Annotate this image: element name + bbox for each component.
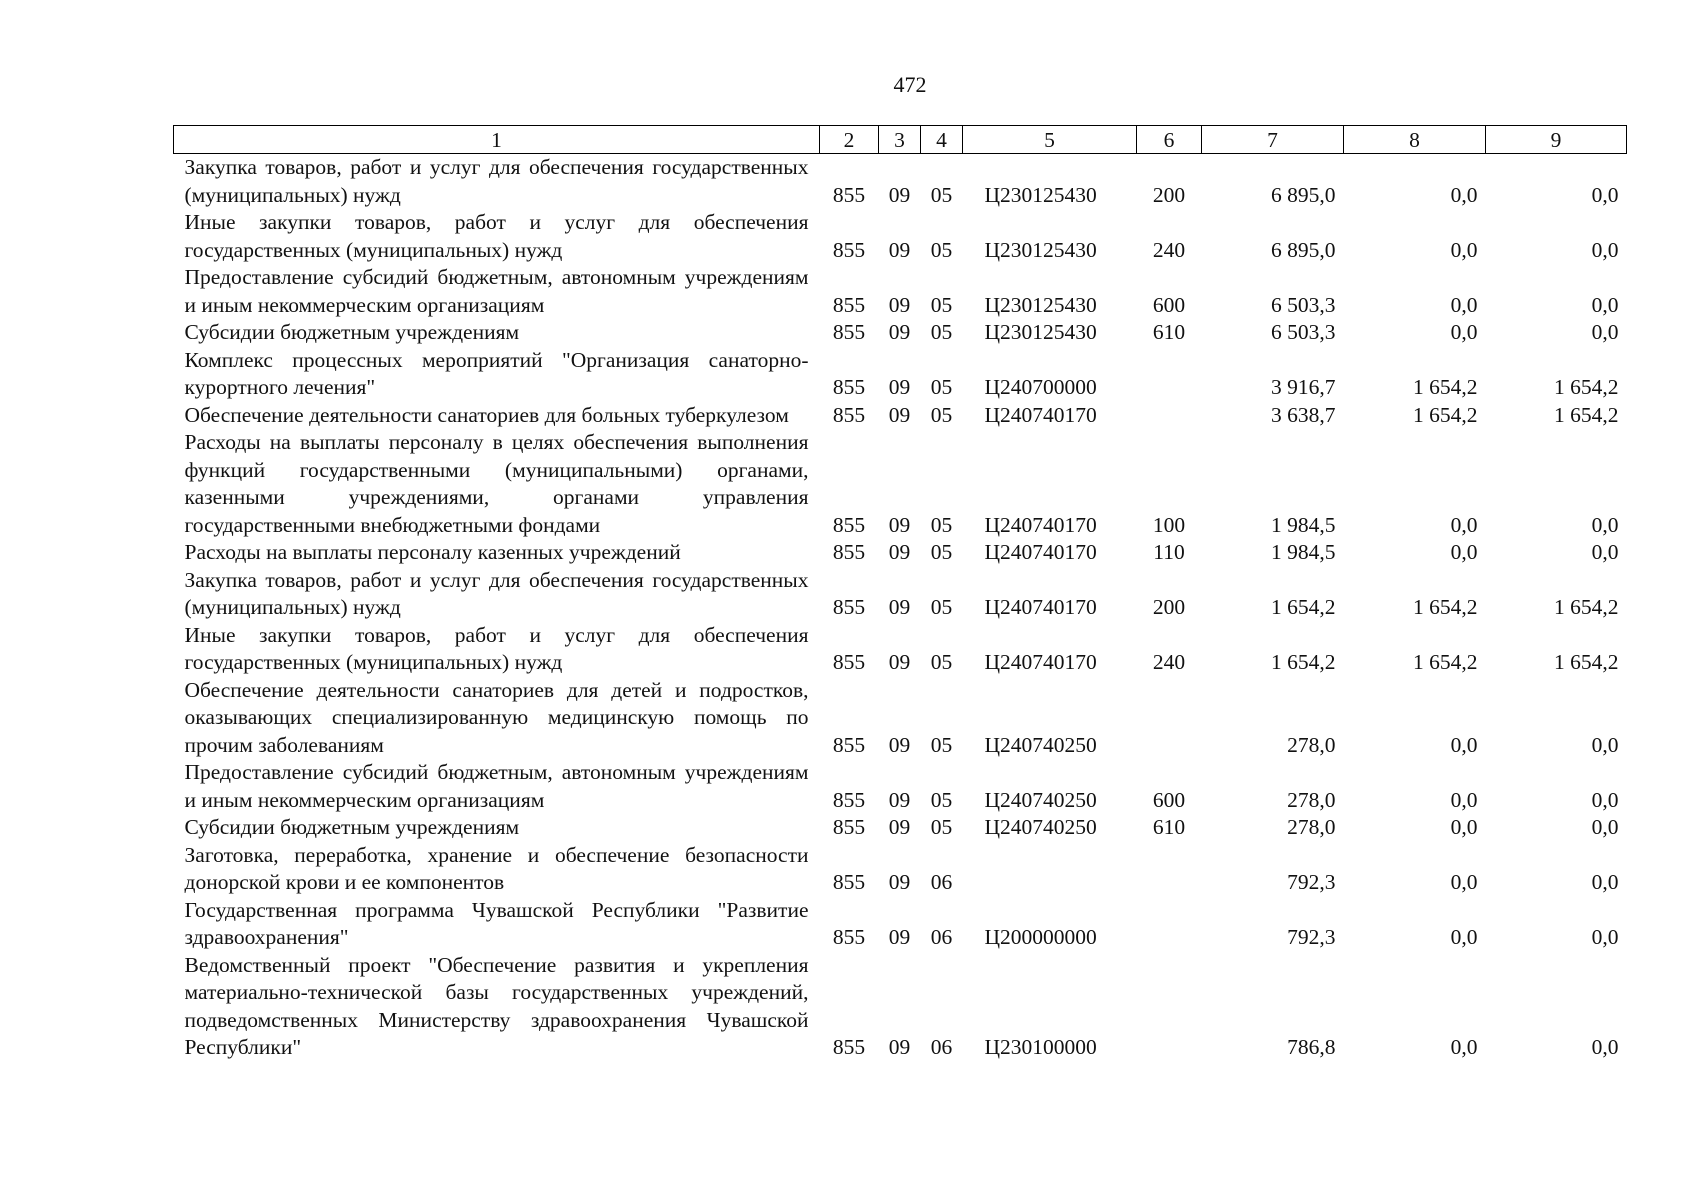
table-row <box>174 319 1627 347</box>
row-name-cell: Обеспечение деятельности санаториев для детей и подростков, оказывающих специализированную медицинскую помощь по прочим заболеваниям <box>184 677 809 757</box>
amount-year-3-cell: 0,0 <box>1591 540 1619 564</box>
amount-year-2-cell: 0,0 <box>1450 320 1478 344</box>
amount-year-1-cell: 278,0 <box>1287 787 1336 812</box>
expense-type-cell <box>1137 897 1202 952</box>
amount-year-1-cell: 6 895,0 <box>1271 237 1336 262</box>
expense-type-cell <box>1137 842 1202 897</box>
ved-code-cell: 855 <box>832 1035 866 1059</box>
table-row <box>174 814 1627 842</box>
amount-year-1-cell: 6 895,0 <box>1271 182 1336 207</box>
target-article-cell: Ц240740170 <box>984 650 1097 674</box>
expense-type-cell: 600 <box>1152 787 1186 812</box>
subsection-code-cell: 05 <box>930 650 953 674</box>
column-header-6: 6 <box>1137 126 1202 154</box>
subsection-code-cell: 05 <box>930 732 953 757</box>
subsection-code-cell: 05 <box>930 182 953 207</box>
subsection-code-cell: 05 <box>930 595 953 619</box>
ved-code-cell: 855 <box>832 402 866 427</box>
expense-type-cell: 610 <box>1152 320 1186 344</box>
target-article-cell: Ц230125430 <box>984 237 1097 262</box>
amount-year-1-cell: 278,0 <box>1287 815 1336 839</box>
amount-year-1-cell: 786,8 <box>1287 1035 1336 1059</box>
row-name-cell: Субсидии бюджетным учреждениям <box>184 320 520 344</box>
amount-year-2-cell: 0,0 <box>1450 512 1478 537</box>
ved-code-cell: 855 <box>832 375 866 399</box>
row-name-cell: Заготовка, переработка, хранение и обеспечение безопасности донорской крови и ее компонентов <box>184 842 809 894</box>
section-code-cell: 09 <box>888 512 911 537</box>
target-article-cell: Ц240740250 <box>984 732 1097 757</box>
amount-year-3-cell: 1 654,2 <box>1554 375 1619 399</box>
row-name-cell: Закупка товаров, работ и услуг для обеспечения государственных (муниципальных) нужд <box>184 567 809 619</box>
section-code-cell: 09 <box>888 237 911 262</box>
amount-year-1-cell: 6 503,3 <box>1271 320 1336 344</box>
row-name-cell: Иные закупки товаров, работ и услуг для обеспечения государственных (муниципальных) нужд <box>184 622 809 674</box>
subsection-code-cell: 05 <box>930 237 953 262</box>
ved-code-cell: 855 <box>832 815 866 839</box>
section-code-cell: 09 <box>888 292 911 317</box>
target-article-cell <box>963 842 1137 897</box>
section-code-cell: 09 <box>888 540 911 564</box>
ved-code-cell: 855 <box>832 650 866 674</box>
target-article-cell: Ц230125430 <box>984 292 1097 317</box>
amount-year-3-cell: 1 654,2 <box>1554 650 1619 674</box>
table-body <box>174 154 1627 1062</box>
ved-code-cell: 855 <box>832 182 866 207</box>
target-article-cell: Ц240740250 <box>984 787 1097 812</box>
row-name-cell: Иные закупки товаров, работ и услуг для обеспечения государственных (муниципальных) нужд <box>184 210 809 262</box>
amount-year-3-cell: 1 654,2 <box>1554 595 1619 619</box>
table-row <box>174 897 1627 952</box>
amount-year-2-cell: 1 654,2 <box>1413 375 1478 399</box>
target-article-cell: Ц200000000 <box>984 925 1097 949</box>
table-row <box>174 622 1627 677</box>
amount-year-2-cell: 0,0 <box>1450 870 1478 894</box>
section-code-cell: 09 <box>888 870 911 894</box>
amount-year-1-cell: 1 654,2 <box>1271 650 1336 674</box>
subsection-code-cell: 06 <box>930 1035 953 1059</box>
amount-year-3-cell: 0,0 <box>1591 292 1619 317</box>
subsection-code-cell: 06 <box>930 870 953 894</box>
section-code-cell: 09 <box>888 402 911 427</box>
target-article-cell: Ц230125430 <box>984 182 1097 207</box>
amount-year-2-cell: 1 654,2 <box>1413 595 1478 619</box>
table-row <box>174 209 1627 264</box>
expense-type-cell <box>1137 677 1202 760</box>
header-row <box>174 126 1627 154</box>
ved-code-cell: 855 <box>832 732 866 757</box>
section-code-cell: 09 <box>888 815 911 839</box>
ved-code-cell: 855 <box>832 870 866 894</box>
expense-type-cell: 200 <box>1152 182 1186 207</box>
table-row <box>174 402 1627 430</box>
table-row <box>174 567 1627 622</box>
amount-year-3-cell: 0,0 <box>1591 870 1619 894</box>
table-row <box>174 759 1627 814</box>
amount-year-3-cell: 0,0 <box>1591 815 1619 839</box>
target-article-cell: Ц240740170 <box>984 540 1097 564</box>
target-article-cell: Ц240700000 <box>984 375 1097 399</box>
column-header-9: 9 <box>1486 126 1627 154</box>
section-code-cell: 09 <box>888 787 911 812</box>
amount-year-2-cell: 1 654,2 <box>1413 402 1478 427</box>
expense-type-cell: 200 <box>1152 595 1186 619</box>
amount-year-3-cell: 0,0 <box>1591 925 1619 949</box>
subsection-code-cell: 05 <box>930 512 953 537</box>
row-name-cell: Закупка товаров, работ и услуг для обеспечения государственных (муниципальных) нужд <box>184 155 809 207</box>
table-row <box>174 264 1627 319</box>
row-name-cell: Предоставление субсидий бюджетным, автономным учреждениям и иным некоммерческим организациям <box>184 265 809 317</box>
target-article-cell: Ц240740170 <box>984 402 1097 427</box>
section-code-cell: 09 <box>888 595 911 619</box>
amount-year-3-cell: 1 654,2 <box>1554 402 1619 427</box>
amount-year-1-cell: 1 984,5 <box>1271 540 1336 564</box>
expense-type-cell: 610 <box>1152 815 1186 839</box>
row-name-cell: Ведомственный проект "Обеспечение развития и укрепления материально-технической базы государственных учреждений, подведомственных Министерству здравоохранения Чувашской Республики" <box>184 952 809 1059</box>
amount-year-2-cell: 0,0 <box>1450 787 1478 812</box>
expense-type-cell: 240 <box>1152 237 1186 262</box>
amount-year-3-cell: 0,0 <box>1591 512 1619 537</box>
row-name-cell: Предоставление субсидий бюджетным, автономным учреждениям и иным некоммерческим организациям <box>184 760 809 812</box>
amount-year-2-cell: 0,0 <box>1450 815 1478 839</box>
amount-year-1-cell: 3 638,7 <box>1271 402 1336 427</box>
table-row <box>174 677 1627 760</box>
row-name-cell: Субсидии бюджетным учреждениям <box>184 815 520 839</box>
expense-type-cell <box>1137 402 1202 430</box>
subsection-code-cell: 05 <box>930 540 953 564</box>
amount-year-2-cell: 0,0 <box>1450 540 1478 564</box>
target-article-cell: Ц240740250 <box>984 815 1097 839</box>
subsection-code-cell: 05 <box>930 320 953 344</box>
target-article-cell: Ц240740170 <box>984 512 1097 537</box>
amount-year-3-cell: 0,0 <box>1591 732 1619 757</box>
amount-year-3-cell: 0,0 <box>1591 182 1619 207</box>
amount-year-1-cell: 792,3 <box>1287 870 1336 894</box>
expense-type-cell: 240 <box>1152 650 1186 674</box>
amount-year-1-cell: 1 984,5 <box>1271 512 1336 537</box>
amount-year-3-cell: 0,0 <box>1591 1035 1619 1059</box>
ved-code-cell: 855 <box>832 292 866 317</box>
section-code-cell: 09 <box>888 732 911 757</box>
row-name-cell: Расходы на выплаты персоналу казенных учреждений <box>184 540 681 564</box>
column-header-5: 5 <box>963 126 1137 154</box>
amount-year-2-cell: 0,0 <box>1450 732 1478 757</box>
row-name-cell: Обеспечение деятельности санаториев для больных туберкулезом <box>184 402 789 427</box>
ved-code-cell: 855 <box>832 237 866 262</box>
amount-year-2-cell: 0,0 <box>1450 1035 1478 1059</box>
amount-year-1-cell: 278,0 <box>1287 732 1336 757</box>
expense-type-cell <box>1137 952 1202 1062</box>
row-name-cell: Расходы на выплаты персоналу в целях обеспечения выполнения функций государственными (муниципальными) органами, казенными учреждениями, органами управления государственными внебюджетными фондами <box>184 430 809 537</box>
ved-code-cell: 855 <box>832 925 866 949</box>
section-code-cell: 09 <box>888 182 911 207</box>
table-row <box>174 429 1627 539</box>
table-header <box>174 126 1627 154</box>
table-row <box>174 952 1627 1062</box>
target-article-cell: Ц230100000 <box>984 1035 1097 1059</box>
amount-year-3-cell: 0,0 <box>1591 237 1619 262</box>
ved-code-cell: 855 <box>832 512 866 537</box>
row-name-cell: Государственная программа Чувашской Республики "Развитие здравоохранения" <box>184 897 809 949</box>
section-code-cell: 09 <box>888 1035 911 1059</box>
section-code-cell: 09 <box>888 925 911 949</box>
amount-year-1-cell: 1 654,2 <box>1271 595 1336 619</box>
amount-year-2-cell: 0,0 <box>1450 292 1478 317</box>
amount-year-2-cell: 1 654,2 <box>1413 650 1478 674</box>
column-header-7: 7 <box>1202 126 1344 154</box>
amount-year-3-cell: 0,0 <box>1591 787 1619 812</box>
amount-year-3-cell: 0,0 <box>1591 320 1619 344</box>
row-name-cell: Комплекс процессных мероприятий "Организация санаторно-курортного лечения" <box>184 347 809 399</box>
ved-code-cell: 855 <box>832 595 866 619</box>
column-header-3: 3 <box>879 126 921 154</box>
page-number: 472 <box>893 72 927 97</box>
subsection-code-cell: 05 <box>930 292 953 317</box>
section-code-cell: 09 <box>888 320 911 344</box>
table-row <box>174 347 1627 402</box>
section-code-cell: 09 <box>888 650 911 674</box>
subsection-code-cell: 05 <box>930 815 953 839</box>
expense-type-cell: 110 <box>1153 540 1185 564</box>
amount-year-2-cell: 0,0 <box>1450 925 1478 949</box>
subsection-code-cell: 05 <box>930 787 953 812</box>
section-code-cell: 09 <box>888 375 911 399</box>
ved-code-cell: 855 <box>832 787 866 812</box>
amount-year-1-cell: 6 503,3 <box>1271 292 1336 317</box>
ved-code-cell: 855 <box>832 320 866 344</box>
ved-code-cell: 855 <box>832 540 866 564</box>
amount-year-2-cell: 0,0 <box>1450 182 1478 207</box>
expense-type-cell: 600 <box>1152 292 1186 317</box>
column-header-2: 2 <box>820 126 879 154</box>
amount-year-1-cell: 3 916,7 <box>1271 375 1336 399</box>
column-header-8: 8 <box>1344 126 1486 154</box>
column-header-1: 1 <box>174 126 820 154</box>
subsection-code-cell: 06 <box>930 925 953 949</box>
subsection-code-cell: 05 <box>930 402 953 427</box>
table-row <box>174 842 1627 897</box>
expense-type-cell: 100 <box>1152 512 1186 537</box>
target-article-cell: Ц230125430 <box>984 320 1097 344</box>
expense-type-cell <box>1137 347 1202 402</box>
subsection-code-cell: 05 <box>930 375 953 399</box>
amount-year-2-cell: 0,0 <box>1450 237 1478 262</box>
table-row <box>174 539 1627 567</box>
column-header-4: 4 <box>921 126 963 154</box>
amount-year-1-cell: 792,3 <box>1287 925 1336 949</box>
table-row <box>174 154 1627 210</box>
budget-table <box>173 125 1627 1062</box>
target-article-cell: Ц240740170 <box>984 595 1097 619</box>
